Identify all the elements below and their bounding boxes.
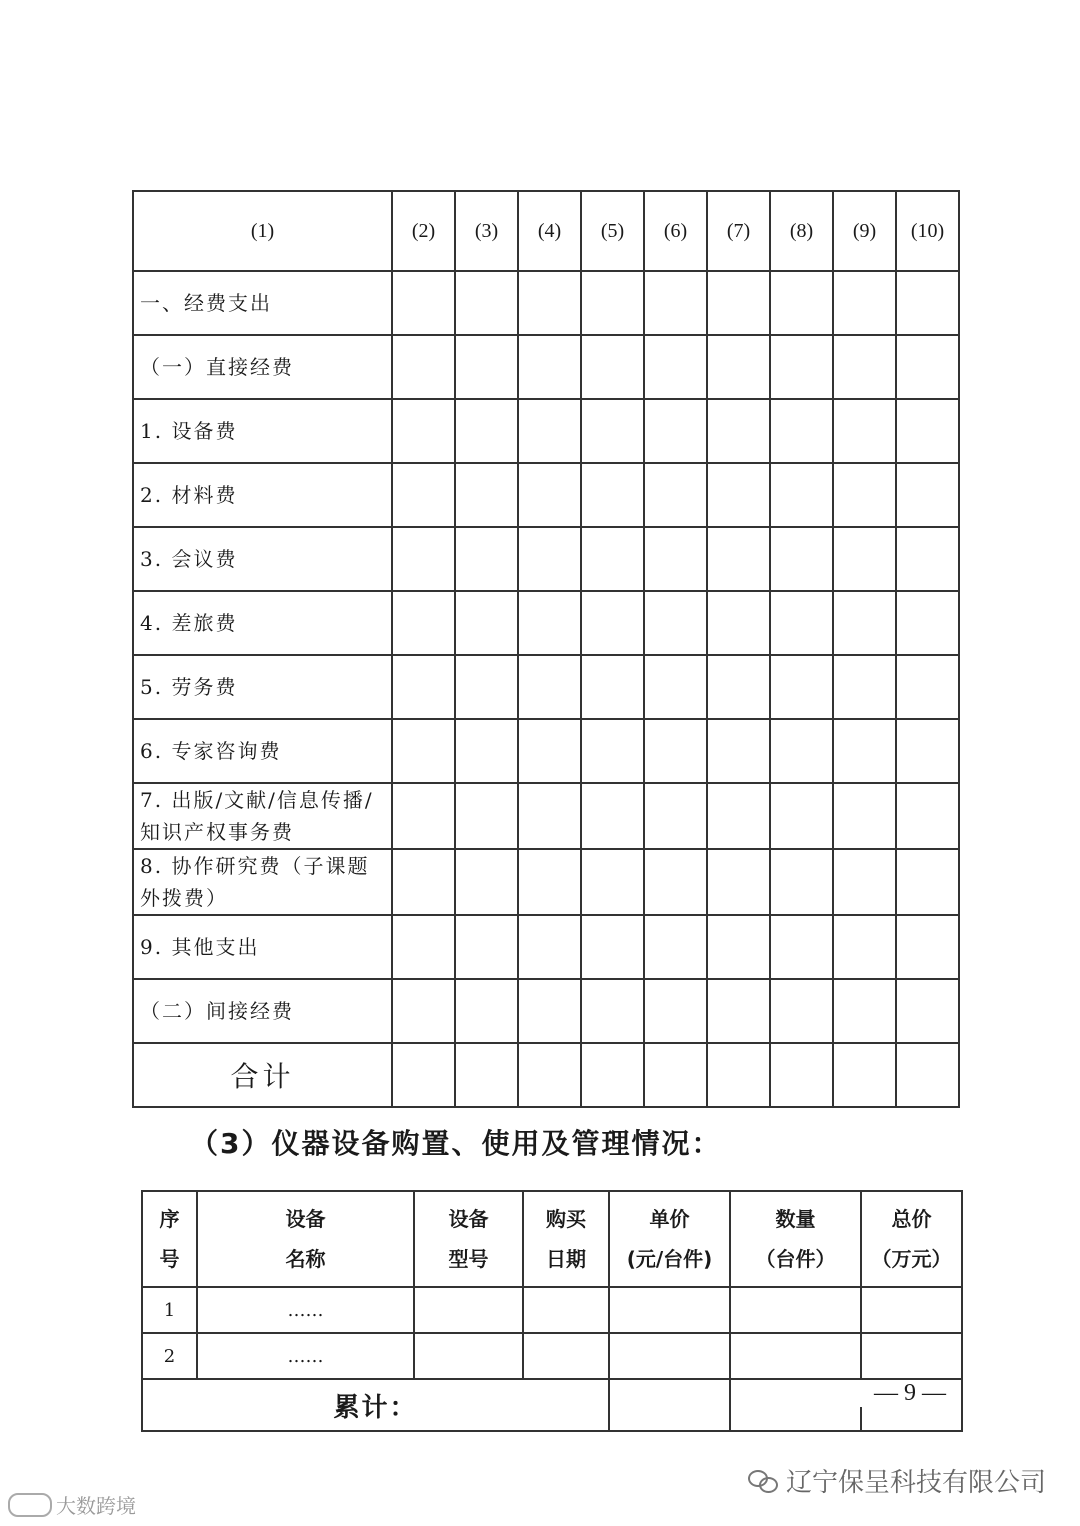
- table-cell: [392, 915, 455, 979]
- header-cell: (4): [518, 191, 581, 271]
- header-line: 型号: [448, 1247, 489, 1271]
- table-cell: [518, 271, 581, 335]
- table-cell: [414, 1287, 523, 1333]
- row-label: （二）间接经费: [133, 979, 392, 1043]
- table-cell: [644, 591, 707, 655]
- table-cell: [707, 849, 770, 915]
- header-line: 设备: [448, 1207, 489, 1231]
- table-cell: [833, 591, 896, 655]
- table-cell: [896, 527, 959, 591]
- table-cell: [414, 1333, 523, 1379]
- header-cell: (1): [133, 191, 392, 271]
- table-cell: [581, 783, 644, 849]
- table-cell: [896, 591, 959, 655]
- table-cell: [581, 463, 644, 527]
- header-equipment-model: [414, 1191, 523, 1287]
- budget-table: [132, 190, 960, 1108]
- table-cell: [896, 915, 959, 979]
- name-cell: ……: [197, 1287, 414, 1333]
- table-row: [133, 463, 959, 527]
- table-cell: [644, 849, 707, 915]
- row-label: 1. 设备费: [133, 399, 392, 463]
- table-cell: [833, 915, 896, 979]
- table-cell: [644, 783, 707, 849]
- table-cell: [455, 783, 518, 849]
- table-cell: [392, 783, 455, 849]
- table-cell: [896, 1043, 959, 1107]
- table-cell: [770, 399, 833, 463]
- table-cell: [518, 655, 581, 719]
- table-cell: [581, 271, 644, 335]
- header-line: 名称: [285, 1247, 326, 1271]
- table-cell: [770, 783, 833, 849]
- header-total-price: [861, 1191, 962, 1287]
- table-cell: [833, 271, 896, 335]
- table-cell: [523, 1287, 609, 1333]
- table-cell: [581, 335, 644, 399]
- table-cell: [833, 719, 896, 783]
- watermark-brand-text: 大数跨境: [56, 1494, 136, 1518]
- table-cell: [581, 1043, 644, 1107]
- table-cell: [455, 979, 518, 1043]
- table-cell: [455, 335, 518, 399]
- table-cell: [581, 527, 644, 591]
- name-cell: ……: [197, 1333, 414, 1379]
- equipment-table: [141, 1190, 963, 1432]
- header-line: 总价: [891, 1207, 932, 1231]
- sum-row: [142, 1379, 962, 1431]
- table-cell: [707, 271, 770, 335]
- table-cell: [518, 783, 581, 849]
- table-cell: [581, 915, 644, 979]
- page-number: — 9 —: [860, 1380, 960, 1407]
- section-title: （3）仪器设备购置、使用及管理情况：: [190, 1127, 722, 1160]
- table-cell: [523, 1333, 609, 1379]
- table-cell: [770, 527, 833, 591]
- table-cell: [581, 655, 644, 719]
- table-cell: [896, 849, 959, 915]
- table-cell: [644, 915, 707, 979]
- table-cell: [392, 719, 455, 783]
- table-cell: [455, 849, 518, 915]
- equipment-header-row: [142, 1191, 962, 1287]
- table-cell: [861, 1333, 962, 1379]
- table-cell: [896, 399, 959, 463]
- table-cell: [518, 1043, 581, 1107]
- table-cell: [581, 979, 644, 1043]
- serial-cell: 2: [142, 1333, 197, 1379]
- table-row: [133, 527, 959, 591]
- table-cell: [707, 399, 770, 463]
- table-cell: [518, 915, 581, 979]
- row-label: 3. 会议费: [133, 527, 392, 591]
- table-cell: [707, 979, 770, 1043]
- header-cell: (10): [896, 191, 959, 271]
- table-row: [133, 979, 959, 1043]
- table-cell: [770, 463, 833, 527]
- table-cell: [833, 335, 896, 399]
- table-cell: [581, 399, 644, 463]
- table-cell: [644, 271, 707, 335]
- table-cell: [518, 719, 581, 783]
- table-cell: [392, 849, 455, 915]
- header-line: 日期: [546, 1247, 586, 1271]
- table-cell: [581, 849, 644, 915]
- sum-label: 累计：: [142, 1379, 609, 1431]
- table-cell: [770, 1043, 833, 1107]
- wechat-icon: [748, 1468, 778, 1494]
- table-cell: [833, 979, 896, 1043]
- row-label: 7. 出版/文献/信息传播/知识产权事务费: [133, 783, 392, 849]
- table-cell: [833, 1043, 896, 1107]
- row-label: 8. 协作研究费（子课题外拨费）: [133, 849, 392, 915]
- table-cell: [707, 463, 770, 527]
- header-serial: [142, 1191, 197, 1287]
- table-row: [142, 1287, 962, 1333]
- table-cell: [833, 463, 896, 527]
- table-cell: [644, 1043, 707, 1107]
- table-cell: [896, 719, 959, 783]
- header-cell: (2): [392, 191, 455, 271]
- row-label: 5. 劳务费: [133, 655, 392, 719]
- table-cell: [730, 1287, 861, 1333]
- table-cell: [644, 463, 707, 527]
- table-cell: [707, 335, 770, 399]
- header-cell: (5): [581, 191, 644, 271]
- table-cell: [644, 719, 707, 783]
- table-cell: [896, 463, 959, 527]
- table-cell: [581, 719, 644, 783]
- table-cell: [581, 591, 644, 655]
- table-cell: [707, 591, 770, 655]
- table-row: [133, 591, 959, 655]
- table-cell: [707, 783, 770, 849]
- table-cell: [707, 655, 770, 719]
- header-line: 单价: [649, 1207, 690, 1231]
- header-quantity: [730, 1191, 861, 1287]
- total-label: 合计: [133, 1043, 392, 1107]
- table-cell: [518, 591, 581, 655]
- table-cell: [770, 979, 833, 1043]
- table-cell: [707, 719, 770, 783]
- row-label: 4. 差旅费: [133, 591, 392, 655]
- header-equipment-name: [197, 1191, 414, 1287]
- table-cell: [770, 849, 833, 915]
- table-cell: [609, 1333, 730, 1379]
- table-cell: [644, 399, 707, 463]
- table-cell: [609, 1379, 730, 1431]
- budget-total-row: [133, 1043, 959, 1107]
- table-row: [133, 719, 959, 783]
- table-cell: [730, 1379, 861, 1431]
- table-cell: [518, 335, 581, 399]
- watermark-wechat: [748, 1462, 1046, 1499]
- header-line: 序: [159, 1207, 180, 1231]
- table-row: [133, 399, 959, 463]
- table-cell: [896, 655, 959, 719]
- table-row: [133, 271, 959, 335]
- table-row: [133, 335, 959, 399]
- header-line: (元/台件): [626, 1247, 713, 1271]
- header-cell: (3): [455, 191, 518, 271]
- table-cell: [518, 979, 581, 1043]
- header-line: （台件）: [755, 1247, 836, 1271]
- table-cell: [770, 591, 833, 655]
- table-row: [133, 849, 959, 915]
- table-cell: [644, 655, 707, 719]
- row-label: 2. 材料费: [133, 463, 392, 527]
- table-cell: [392, 527, 455, 591]
- table-cell: [518, 463, 581, 527]
- table-row: [142, 1333, 962, 1379]
- table-cell: [770, 655, 833, 719]
- watermark-brand: [8, 1490, 136, 1519]
- table-cell: [707, 1043, 770, 1107]
- serial-cell: 1: [142, 1287, 197, 1333]
- header-line: （万元）: [871, 1247, 952, 1271]
- table-cell: [392, 399, 455, 463]
- table-cell: [833, 849, 896, 915]
- table-cell: [770, 271, 833, 335]
- table-cell: [833, 399, 896, 463]
- table-cell: [770, 719, 833, 783]
- table-cell: [455, 591, 518, 655]
- header-purchase-date: [523, 1191, 609, 1287]
- table-cell: [455, 1043, 518, 1107]
- table-cell: [707, 915, 770, 979]
- header-cell: (9): [833, 191, 896, 271]
- row-label: （一）直接经费: [133, 335, 392, 399]
- table-cell: [455, 527, 518, 591]
- table-cell: [455, 271, 518, 335]
- header-cell: (6): [644, 191, 707, 271]
- table-row: [133, 655, 959, 719]
- table-cell: [392, 271, 455, 335]
- table-cell: [455, 719, 518, 783]
- table-cell: [392, 591, 455, 655]
- header-line: 数量: [775, 1207, 816, 1231]
- table-cell: [518, 849, 581, 915]
- watermark-text: 辽宁保呈科技有限公司: [785, 1468, 1046, 1498]
- header-line: 购买: [546, 1207, 586, 1231]
- table-cell: [770, 915, 833, 979]
- table-cell: [730, 1333, 861, 1379]
- table-cell: [518, 399, 581, 463]
- table-cell: [861, 1287, 962, 1333]
- budget-header-row: [133, 191, 959, 271]
- table-cell: [770, 335, 833, 399]
- table-cell: [392, 335, 455, 399]
- table-cell: [896, 335, 959, 399]
- table-row: [133, 915, 959, 979]
- row-label: 9. 其他支出: [133, 915, 392, 979]
- table-cell: [833, 655, 896, 719]
- table-cell: [707, 527, 770, 591]
- table-cell: [609, 1287, 730, 1333]
- header-unit-price: [609, 1191, 730, 1287]
- table-cell: [455, 655, 518, 719]
- table-cell: [644, 527, 707, 591]
- table-cell: [896, 783, 959, 849]
- header-cell: (8): [770, 191, 833, 271]
- table-cell: [833, 783, 896, 849]
- table-cell: [455, 399, 518, 463]
- header-line: 号: [159, 1247, 180, 1271]
- table-cell: [392, 1043, 455, 1107]
- header-cell: (7): [707, 191, 770, 271]
- table-cell: [833, 527, 896, 591]
- table-cell: [392, 655, 455, 719]
- table-cell: [644, 979, 707, 1043]
- row-label: 一、经费支出: [133, 271, 392, 335]
- table-cell: [455, 915, 518, 979]
- table-row: [133, 783, 959, 849]
- table-cell: [896, 271, 959, 335]
- row-label: 6. 专家咨询费: [133, 719, 392, 783]
- header-line: 设备: [285, 1207, 326, 1231]
- table-cell: [644, 335, 707, 399]
- table-cell: [896, 979, 959, 1043]
- table-cell: [392, 979, 455, 1043]
- table-cell: [392, 463, 455, 527]
- brand-logo-icon: [8, 1493, 52, 1517]
- table-cell: [455, 463, 518, 527]
- table-cell: [518, 527, 581, 591]
